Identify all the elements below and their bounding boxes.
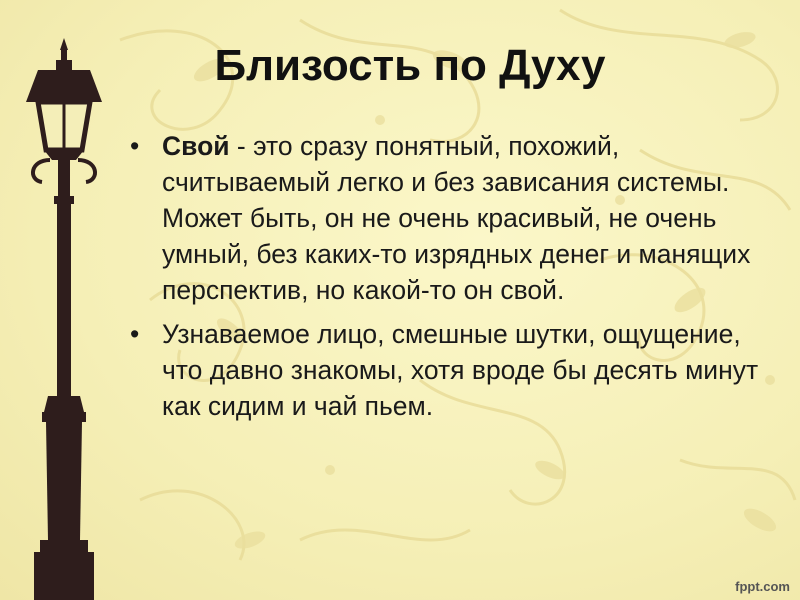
- bullet-item: [130, 128, 760, 308]
- street-lamp-icon: [0, 0, 120, 600]
- bullet-icon: •: [130, 131, 140, 161]
- bullet-bold-term: Свой: [162, 131, 230, 161]
- bullet-icon: •: [130, 319, 140, 349]
- bullet-item: [130, 316, 760, 424]
- bullet-list: [130, 128, 760, 432]
- bullet-text: Узнаваемое лицо, смешные шутки, ощущение, что давно знакомы, хотя вроде бы десять минут как сидим и чай пьем.: [162, 319, 759, 421]
- slide-title: Близость по Духу: [214, 41, 606, 90]
- bullet-text: - это сразу понятный, похожий, считываемый легко и без зависания системы. Может быть, он не очень красивый, не очень умный, без каких-то изрядных денег и манящих перспектив, но какой-то он свой.: [162, 131, 751, 305]
- footer-watermark: fppt.com: [735, 579, 790, 594]
